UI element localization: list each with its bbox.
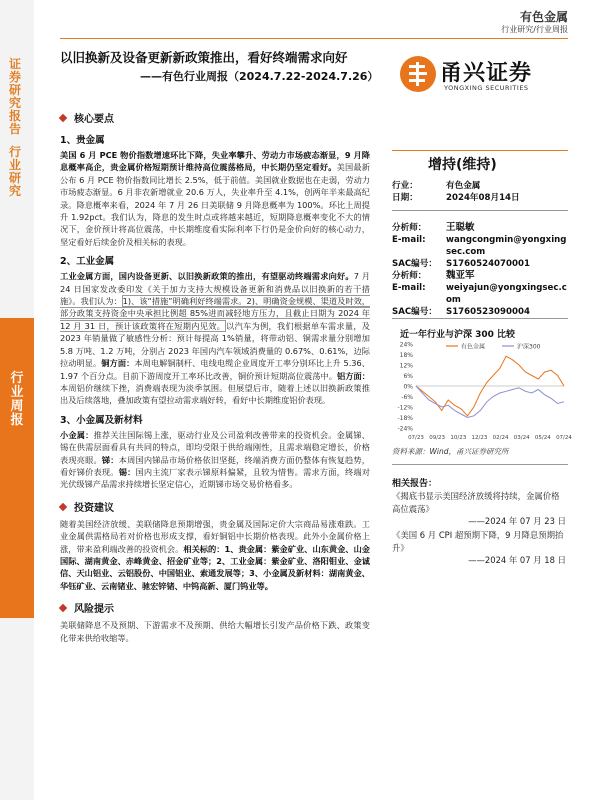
sac2-row: SAC编号： S1760523090004 — [392, 307, 530, 317]
header-divider — [60, 38, 568, 39]
x-tick-label: 07/24 — [556, 435, 572, 441]
diamond-bullet-icon — [59, 503, 67, 511]
chart-divider — [392, 464, 568, 465]
analyst-panel — [392, 222, 570, 318]
date-row: 日期： 2024年08月14日 — [392, 193, 520, 203]
y-tick-label: -12% — [397, 404, 413, 412]
diamond-bullet-icon — [59, 604, 67, 612]
sac1-row: SAC编号： S1760524070001 — [392, 259, 530, 269]
logo-text-en: YONGXING SECURITIES — [444, 84, 529, 92]
analyst-divider — [392, 318, 568, 319]
legend-label: 有色金属 — [461, 343, 486, 351]
risk-paragraph: 美联储降息不及预期、下游需求不及预期、供给大幅增长引发产品价格下跌、政策变化带来供给收缩等。 — [60, 620, 370, 643]
analyst2-row: 分析师： 魏亚军 — [392, 270, 475, 281]
related-report-2: 《美国 6 月 CPI 超预期下降，9 月降息预期抬升》 — [392, 530, 564, 553]
y-tick-label: 18% — [399, 352, 413, 359]
related-heading: 相关报告： — [392, 479, 438, 489]
related-report-1: 《揭底书显示美国经济放缓将持续，金属价格高位震荡》 — [392, 491, 560, 514]
y-tick-label: -24% — [397, 425, 413, 433]
y-tick-label: 24% — [399, 341, 413, 349]
y-tick-label: 0% — [403, 383, 413, 391]
chart-source: 资料来源：Wind，甬兴证券研究所 — [392, 447, 509, 456]
x-tick-label: 03/24 — [513, 435, 530, 441]
header-sector: 有色金属 — [519, 10, 568, 24]
x-tick-label: 02/24 — [492, 435, 509, 441]
chart-title: 近一年行业与沪深 300 比较 — [400, 330, 516, 340]
sidebar-block — [0, 318, 34, 618]
diamond-bullet-icon — [59, 114, 67, 122]
email1-row: E-mail: wangcongmin@yongxingsec.com — [392, 235, 567, 257]
risk-heading: 风险提示 — [60, 600, 370, 615]
info-divider — [392, 210, 568, 211]
x-tick-label: 09/23 — [429, 435, 446, 441]
report-subtitle: ——有色行业周报（2024.7.22-2024.7.26） — [140, 70, 379, 83]
left-column — [60, 110, 370, 644]
s1-heading: 1、贵金属 — [60, 135, 105, 146]
sidebar-label-report: 证券研究报告 行业研究 — [8, 57, 21, 198]
y-tick-label: 12% — [399, 362, 413, 370]
x-tick-label: 05/24 — [534, 435, 551, 441]
x-tick-label: 07/23 — [408, 435, 424, 441]
related-report-2-date: ——2024 年 07 月 18 日 — [468, 555, 566, 565]
series-line-1 — [416, 386, 564, 418]
analyst1-row: 分析师： 王聪敏 — [392, 222, 475, 233]
s1-paragraph: 美国 6 月 PCE 物价指数增速环比下降，失业率攀升、劳动力市场疲态渐显，9 月降息概率高企，贵金属价格短期预计维持高位震荡格局，中长期仍坚定看好。美国最新公布 6 月 PCE 物价指数同比增长 2.5%，低于前值。美国就业数据也在走弱，劳动力市场疲态渐显。6 月非农新增就业 20.6 万人，失业率升至 4.1%，创两年半来最高纪录。降息概率来看，2024 年 7 月 26 日美联储 9 月降息概率为 100%。环比上周提升 1.92pct。我们认为，降息的发生时点或将越来越近，短期降息概率变化不大的情况下，金价预计将高位震荡，中长期维度看实际利率下行仍是金价向好的核心动力，坚定看好后续金价及相关标的表现。 — [60, 150, 370, 247]
x-tick-label: 12/23 — [471, 435, 488, 441]
sidebar-label-weekly: 行业周报 — [10, 371, 24, 428]
policy-highlight: 1)、该“措施”明确利好终端需求。2)、明确资金规模、渠道及时效，部分政策支持资金中央承担比例超 85%进而减轻地方压力，且截止日期为 2024 年 12 月 31 日，预计该政策将在短期内见效。 — [60, 296, 370, 331]
performance-chart — [392, 338, 572, 442]
related-reports — [392, 490, 566, 566]
invest-paragraph: 随着美国经济放缓、美联储降息预期增强，贵金属及国际定价大宗商品易涨难跌。工业金属供需格局若对价格也形成支撑，看好铜铝中长期价格表现。此外小金属价格上涨，带来盈利端改善的投资机会。相关标的：1、贵金属：紫金矿业、山东黄金、山金国际、湖南黄金、赤峰黄金、招金矿业等；2、工业金属：紫金矿业、洛阳钼业、金诚信、天山铝业、云铝股份、中国铝业、索通发展等；3、小金属及新材料：湖南黄金、华钰矿业、云南锗业、驰宏锌锗、中钨高新、厦门钨业等。 — [60, 518, 370, 591]
header-subheader: 行业研究/行业周报 — [501, 25, 568, 34]
company-logo — [396, 52, 566, 98]
y-tick-label: -18% — [397, 415, 413, 422]
legend-label: 沪深300 — [517, 343, 541, 351]
s2-paragraph: 工业金属方面，国内设备更新、以旧换新政策的推出，有望驱动终端需求向好。7 月 24 日国家发改委印发《关于加力支持大规模设备更新和消费品以旧换新的若干措施》。我们认为：1)、该“措施”明确利好终端需求。2)、明确资金规模、渠道及时效，部分政策支持资金中央承担比例超 85%进而减轻地方压力，且截止日期为 2024 年 12 月 31 日，预计该政策将在短期内见效。以汽车为例，我们根据单车需求量，及 2023 年销量做了敏感性分析：预计每提高 1%销量，将带动铝、铜需求量分别增加 5.8 万吨、1.2 万吨，分别占 2023 年国内汽车领域消费量的 0.67%、0.61%，边际拉动明显。铜方面：本周电解铜制杆、电线电缆企业周度开工率分别环比上升 5.36、1.97 个百分点。目前下游周度开工率环比改善，铜价预计短期高位震荡中。铝方面：本周铝价继续下挫，消费端表现为淡季氛围。但展望后市，随着上述以旧换新政策推出及后续落地，叠加政策有望拉动需求端好转，看好中长期维度铝价表现。 — [60, 271, 370, 406]
email2-row: E-mail: weiyajun@yongxingsec.com — [392, 283, 567, 305]
core-heading: 核心要点 — [60, 110, 370, 125]
related-report-1-date: ——2024 年 07 月 23 日 — [468, 516, 566, 526]
info-panel — [392, 180, 570, 204]
x-tick-label: 10/23 — [450, 435, 467, 441]
rating-divider — [392, 150, 568, 151]
s3-paragraph: 小金属：推荐关注国际锡上涨，驱动行业及公司盈利改善带来的投资机会。金属锑、锡在供需层面看具有共同的特点，即均受限于供给端刚性，且需求端稳定增长，价格表现亮眼。锑：本周国内锑品市场价格依旧坚挺，终端消费方面仍整体有恢复趋势，看好锑价表现。锡：国内主流厂家表示锑原料偏紧，且较为惜售。需求方面，终端对光伏级锑产品需求持续增长坚定信心，近期锑市场交易价格看多。 — [60, 429, 370, 490]
rating-label: 增持(维持) — [428, 157, 497, 173]
s2-heading: 2、工业金属 — [60, 256, 115, 268]
report-title: 以旧换新及设备更新新政策推出，看好终端需求向好 — [60, 50, 348, 65]
y-tick-label: 6% — [403, 373, 413, 380]
s3-heading: 3、小金属及新材料 — [60, 414, 143, 426]
industry-row: 行业： 有色金属 — [392, 181, 481, 191]
invest-heading: 投资建议 — [60, 499, 370, 514]
y-tick-label: -6% — [401, 394, 413, 401]
logo-text-cn: 甬兴证券 — [440, 61, 533, 86]
